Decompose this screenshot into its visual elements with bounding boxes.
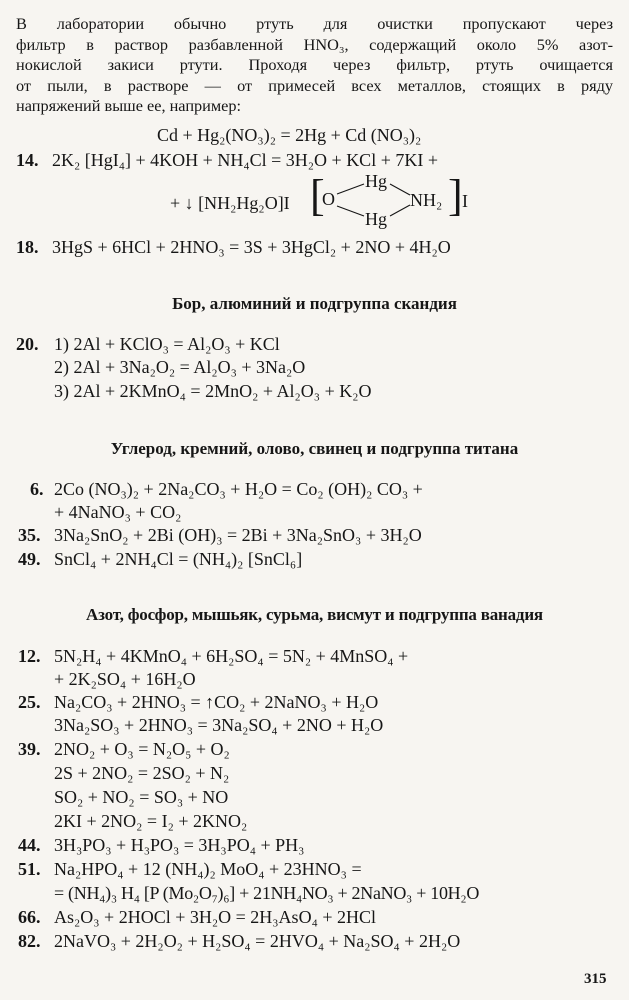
equation-text: 5N₂H₄ + 4KMnO₄ + 6H₂SO₄ = 5N₂ + 4MnSO₄ + [54,646,409,666]
equation-text: 3Na₂SnO₂ + 2Bi (OH)₃ = 2Bi + 3Na₂SnO₃ + 3H₂O [54,525,422,545]
equation-12-line1 [18,645,408,667]
equation-number: 35. [18,525,41,545]
equation-82 [18,930,460,952]
equation-14-line1 [16,149,438,171]
equation-text: Na₂CO₃ + 2HNO₃ = ↑CO₂ + 2NaNO₃ + H₂O [54,692,379,712]
equation-39-line1 [18,738,230,760]
equation-35 [18,524,422,546]
equation-number: 39. [18,739,41,759]
equation-number: 25. [18,692,41,712]
intro-line: от пыли, в растворе — от примесей всех металлов, стоящих в ряду [16,75,613,95]
section-heading: Азот, фосфор, мышьяк, сурьма, висмут и подгруппа ванадия [86,605,543,624]
oxygen-atom: O [322,189,335,209]
mercury-atom-bottom: Hg [365,209,387,229]
intro-line: фильтр в раствор разбавленной HNO₃, содержащий около 5% азот- [16,34,613,54]
equation-text: 3H₃PO₃ + H₃PO₃ = 3H₃PO₄ + PH₃ [54,835,305,855]
intro-paragraph [16,14,613,117]
equation-text: SnCl₄ + 2NH₄Cl = (NH₄)₂ [SnCl₆] [54,549,303,569]
equation-39-line2: 2S + 2NO₂ = 2SO₂ + N₂ [54,763,230,783]
equation-cd: Cd + Hg₂(NO₃)₂ = 2Hg + Cd (NO₃)₂ [157,125,422,145]
equation-25-line1 [18,691,378,713]
section-heading: Углерод, кремний, олово, свинец и подгруппа титана [110,439,519,458]
equation-20-line1 [16,333,280,355]
equation-25-line2: 3Na₂SO₃ + 2HNO₃ = 3Na₂SO₄ + 2NO + H₂O [54,715,384,735]
intro-line: нокислой закиси ртути. Проходя через фильтр, ртуть очищается [16,55,613,75]
equation-20-line3: 3) 2Al + 2KMnO₄ = 2MnO₂ + Al₂O₃ + K₂O [54,381,372,401]
mercury-atom-top: Hg [365,171,387,191]
equation-text: 2Co (NO₃)₂ + 2Na₂CO₃ + H₂O = Co₂ (OH)₂ CO₃ + [54,479,423,499]
left-bracket: [ [310,171,325,220]
equation-51-line1 [18,858,362,880]
equation-number: 66. [18,907,41,927]
section-heading: Бор, алюминий и подгруппа скандия [172,294,457,313]
equation-66 [18,906,376,928]
equation-text: Na₂HPO₄ + 12 (NH₄)₂ MoO₄ + 23HNO₃ = [54,859,362,879]
iodide-tail: I [462,191,468,211]
equation-number: 51. [18,859,41,879]
equation-39-line4: 2KI + 2NO₂ = I₂ + 2KNO₂ [54,811,248,831]
page-number: 315 [584,971,607,987]
equation-number: 20. [16,334,39,354]
equation-44 [18,834,304,856]
right-bracket: ] [448,171,463,220]
equation-number: 82. [18,931,41,951]
equation-number: 12. [18,646,41,666]
intro-line: напряжений выше ее, например: [16,96,242,116]
equation-number: 44. [18,835,41,855]
equation-text: 3HgS + 6HCl + 2HNO₃ = 3S + 3HgCl₂ + 2NO + 4H₂O [52,237,451,257]
equation-number: 49. [18,549,41,569]
equation-39-line3: SO₂ + NO₂ = SO₃ + NO [54,787,229,807]
equation-text: 2K₂ [HgI₄] + 4KOH + NH₄Cl = 3H₂O + KCl + 7KI + [52,150,438,170]
equation-14-line2: + ↓ [NH₂Hg₂O]I [170,193,290,213]
equation-20-line2: 2) 2Al + 3Na₂O₂ = Al₂O₃ + 3Na₂O [54,357,306,377]
equation-18 [16,236,451,258]
amino-group: NH₂ [410,190,443,210]
equation-49 [18,548,302,570]
equation-6-line1 [30,478,423,500]
equation-text: 2NO₂ + O₃ = N₂O₅ + O₂ [54,739,230,759]
intro-line: В лаборатории обычно ртуть для очистки пропускают через [16,14,613,33]
mercury-ring-structure [310,170,485,228]
equation-text: 1) 2Al + KClO₃ = Al₂O₃ + KCl [54,334,280,354]
equation-12-line2: + 2K₂SO₄ + 16H₂O [54,669,196,689]
equation-text: 2NaVO₃ + 2H₂O₂ + H₂SO₄ = 2HVO₄ + Na₂SO₄ + 2H₂O [54,931,461,951]
equation-number: 14. [16,150,39,170]
equation-6-line2: + 4NaNO₃ + CO₂ [54,502,182,522]
equation-51-line2: = (NH₄)₃ H₄ [P (Mo₂O₇)₆] + 21NH₄NO₃ + 2NaNO₃ + 10H₂O [54,883,480,903]
equation-text: As₂O₃ + 2HOCl + 3H₂O = 2H₃AsO₄ + 2HCl [54,907,376,927]
equation-number: 18. [16,237,39,257]
equation-number: 6. [30,479,44,499]
